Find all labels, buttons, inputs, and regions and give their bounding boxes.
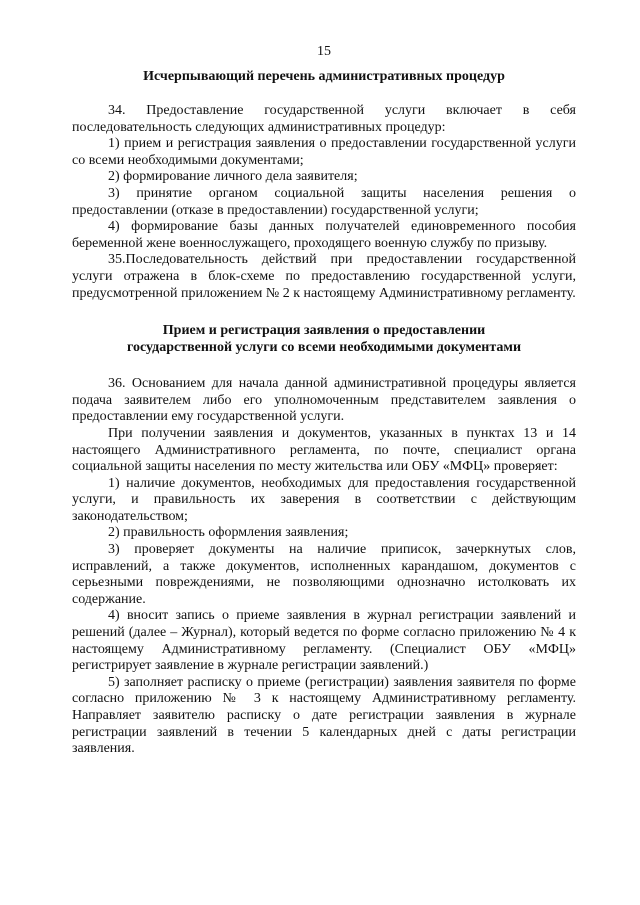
section-heading-line-2: государственной услуги со всеми необходимыми документами [126,340,522,356]
paragraph-35: 35.Последовательность действий при предоставлении государственной услуги отражена в блок-схеме по предоставлению государственной услуги, предусмотренной приложением № 2 к настоящему Административному регламенту. [72,252,576,301]
list-item-procedure-4: 4) формирование базы данных получателей единовременного пособия беременной жене военнослужащего, проходящего военную службу по призыву. [72,219,576,251]
section-heading-procedures: Исчерпывающий перечень административных процедур [143,69,505,84]
list-item-procedure-2: 2) формирование личного дела заявителя; [108,169,358,185]
list-item-check-1: 1) наличие документов, необходимых для предоставления государственной услуги, и правильность их заверения в соответствии с действующим законодательством; [72,475,576,524]
list-item-check-2: 2) правильность оформления заявления; [108,525,349,541]
list-item-check-4: 4) вносит запись о приеме заявления в журнал регистрации заявлений и решений (далее – Журнал), который ведется по форме согласно приложению № 4 к настоящему Административному регламенту. (Специалист ОБУ «МФЦ» регистрирует заявление в журнале регистрации заявлений.) [72,608,576,674]
paragraph-36: 36. Основанием для начала данной административной процедуры является подача заявителем либо его уполномоченным представителем заявления о предоставлении ему государственной услуги. [72,376,576,425]
paragraph-receipt-check: При получении заявления и документов, указанных в пунктах 13 и 14 настоящего Административного регламента, по почте, специалист органа социальной защиты населения по месту жительства или ОБУ «МФЦ» проверяет: [72,425,576,475]
paragraph-34: 34. Предоставление государственной услуги включает в себя последовательность следующих административных процедур: [72,103,576,135]
list-item-procedure-3: 3) принятие органом социальной защиты населения решения о предоставлении (отказе в предоставлении) государственной услуги; [72,185,576,218]
list-item-check-3: 3) проверяет документы на наличие приписок, зачеркнутых слов, исправлений, а также документов, исполненных карандашом, документов с серьезными повреждениями, не позволяющими однозначно истолковать их содержание. [72,542,576,607]
list-item-procedure-1: 1) прием и регистрация заявления о предоставлении государственной услуги со всеми необходимыми документами; [72,136,576,168]
section-heading-line-1: Прием и регистрация заявления о предоставлении [162,323,486,339]
list-item-check-5: 5) заполняет расписку о приеме (регистрации) заявления заявителя по форме согласно приложению № 3 к настоящему Административному регламенту. Направляет заявителю расписку о дате регистрации заявления в журнале регистрации заявлений в течении 5 календарных дней с даты регистрации заявления. [72,674,576,757]
page-number: 15 [317,44,331,59]
section-heading-registration [72,322,576,356]
